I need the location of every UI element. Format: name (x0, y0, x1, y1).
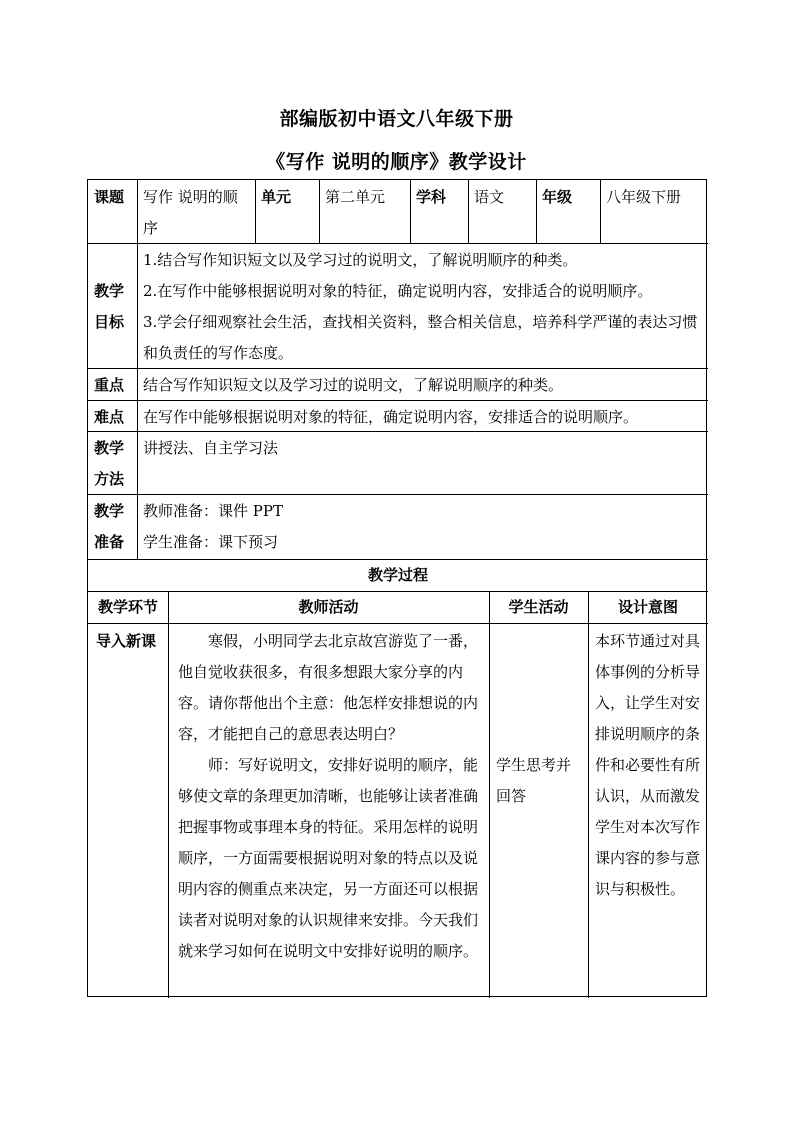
teacher-paragraph: 寒假，小明同学去北京故宫游览了一番，他自觉收获很多，有很多想跟大家分享的内容。请你帮他出个主意：他怎样安排想说的内容，才能把自己的意思表达明白？ (178, 632, 479, 743)
label-key-point: 重点 (94, 376, 125, 394)
goal-item: 2.在写作中能够根据说明对象的特征，确定说明内容，安排适合的说明顺序。 (143, 282, 653, 300)
goal-item: 1.结合写作知识短文以及学习过的说明文，了解说明顺序的种类。 (143, 251, 578, 269)
process-heading: 教学过程 (367, 566, 428, 584)
teacher-activity-cell (168, 624, 489, 967)
design-intent-cell: 本环节通过对具体事例的分析导入，让学生对安排说明顺序的条件和必要性有所认识，从而激发学生对本次写作课内容的参与意识与积极性。 (595, 632, 701, 898)
stage-cell: 导入新课 (96, 632, 157, 650)
goal-item: 3.学会仔细观察社会生活，查找相关资料，整合相关信息，培养科学严谨的表达习惯和负责任的写作态度。 (143, 313, 698, 362)
unit-value: 第二单元 (325, 188, 386, 206)
col-student: 学生活动 (508, 598, 569, 616)
lesson-plan-table (87, 179, 707, 997)
document-title: 部编版初中语文八年级下册 (279, 108, 514, 130)
subject-value: 语文 (474, 188, 505, 206)
grade-value: 八年级下册 (606, 188, 682, 206)
teacher-paragraph: 师：写好说明文，安排好说明的顺序，能够使文章的条理更加清晰，也能够让读者准确把握事物或事理本身的特征。采用怎样的说明顺序，一方面需要根据说明对象的特点以及说明内容的侧重点来决定，另一方面还可以根据读者对说明对象的认识规律来安排。今天我们就来学习如何在说明文中安排好说明的顺序。 (178, 756, 479, 960)
col-teacher: 教师活动 (298, 598, 359, 616)
label-preparation: 教学准备 (94, 502, 125, 551)
label-goals: 教学目标 (94, 282, 125, 331)
goals-list (137, 243, 708, 369)
topic-value: 写作 说明的顺序 (143, 188, 238, 237)
document-subtitle: 《写作 说明的顺序》教学设计 (266, 151, 527, 173)
label-method: 教学方法 (94, 439, 125, 488)
col-intent: 设计意图 (617, 598, 678, 616)
student-preparation: 学生准备：课下预习 (143, 533, 279, 551)
key-point-text: 结合写作知识短文以及学习过的说明文，了解说明顺序的种类。 (143, 376, 564, 394)
preparation-text (137, 494, 708, 558)
label-topic: 课题 (94, 188, 125, 206)
method-text: 讲授法、自主学习法 (143, 439, 279, 457)
student-activity-cell: 学生思考并回答 (496, 756, 572, 805)
label-difficulty: 难点 (94, 408, 125, 426)
label-subject: 学科 (416, 188, 447, 206)
label-grade: 年级 (542, 188, 573, 206)
difficulty-text: 在写作中能够根据说明对象的特征，确定说明内容，安排适合的说明顺序。 (143, 408, 639, 426)
teacher-preparation: 教师准备：课件 PPT (143, 502, 283, 520)
label-unit: 单元 (261, 188, 292, 206)
col-stage: 教学环节 (97, 598, 158, 616)
